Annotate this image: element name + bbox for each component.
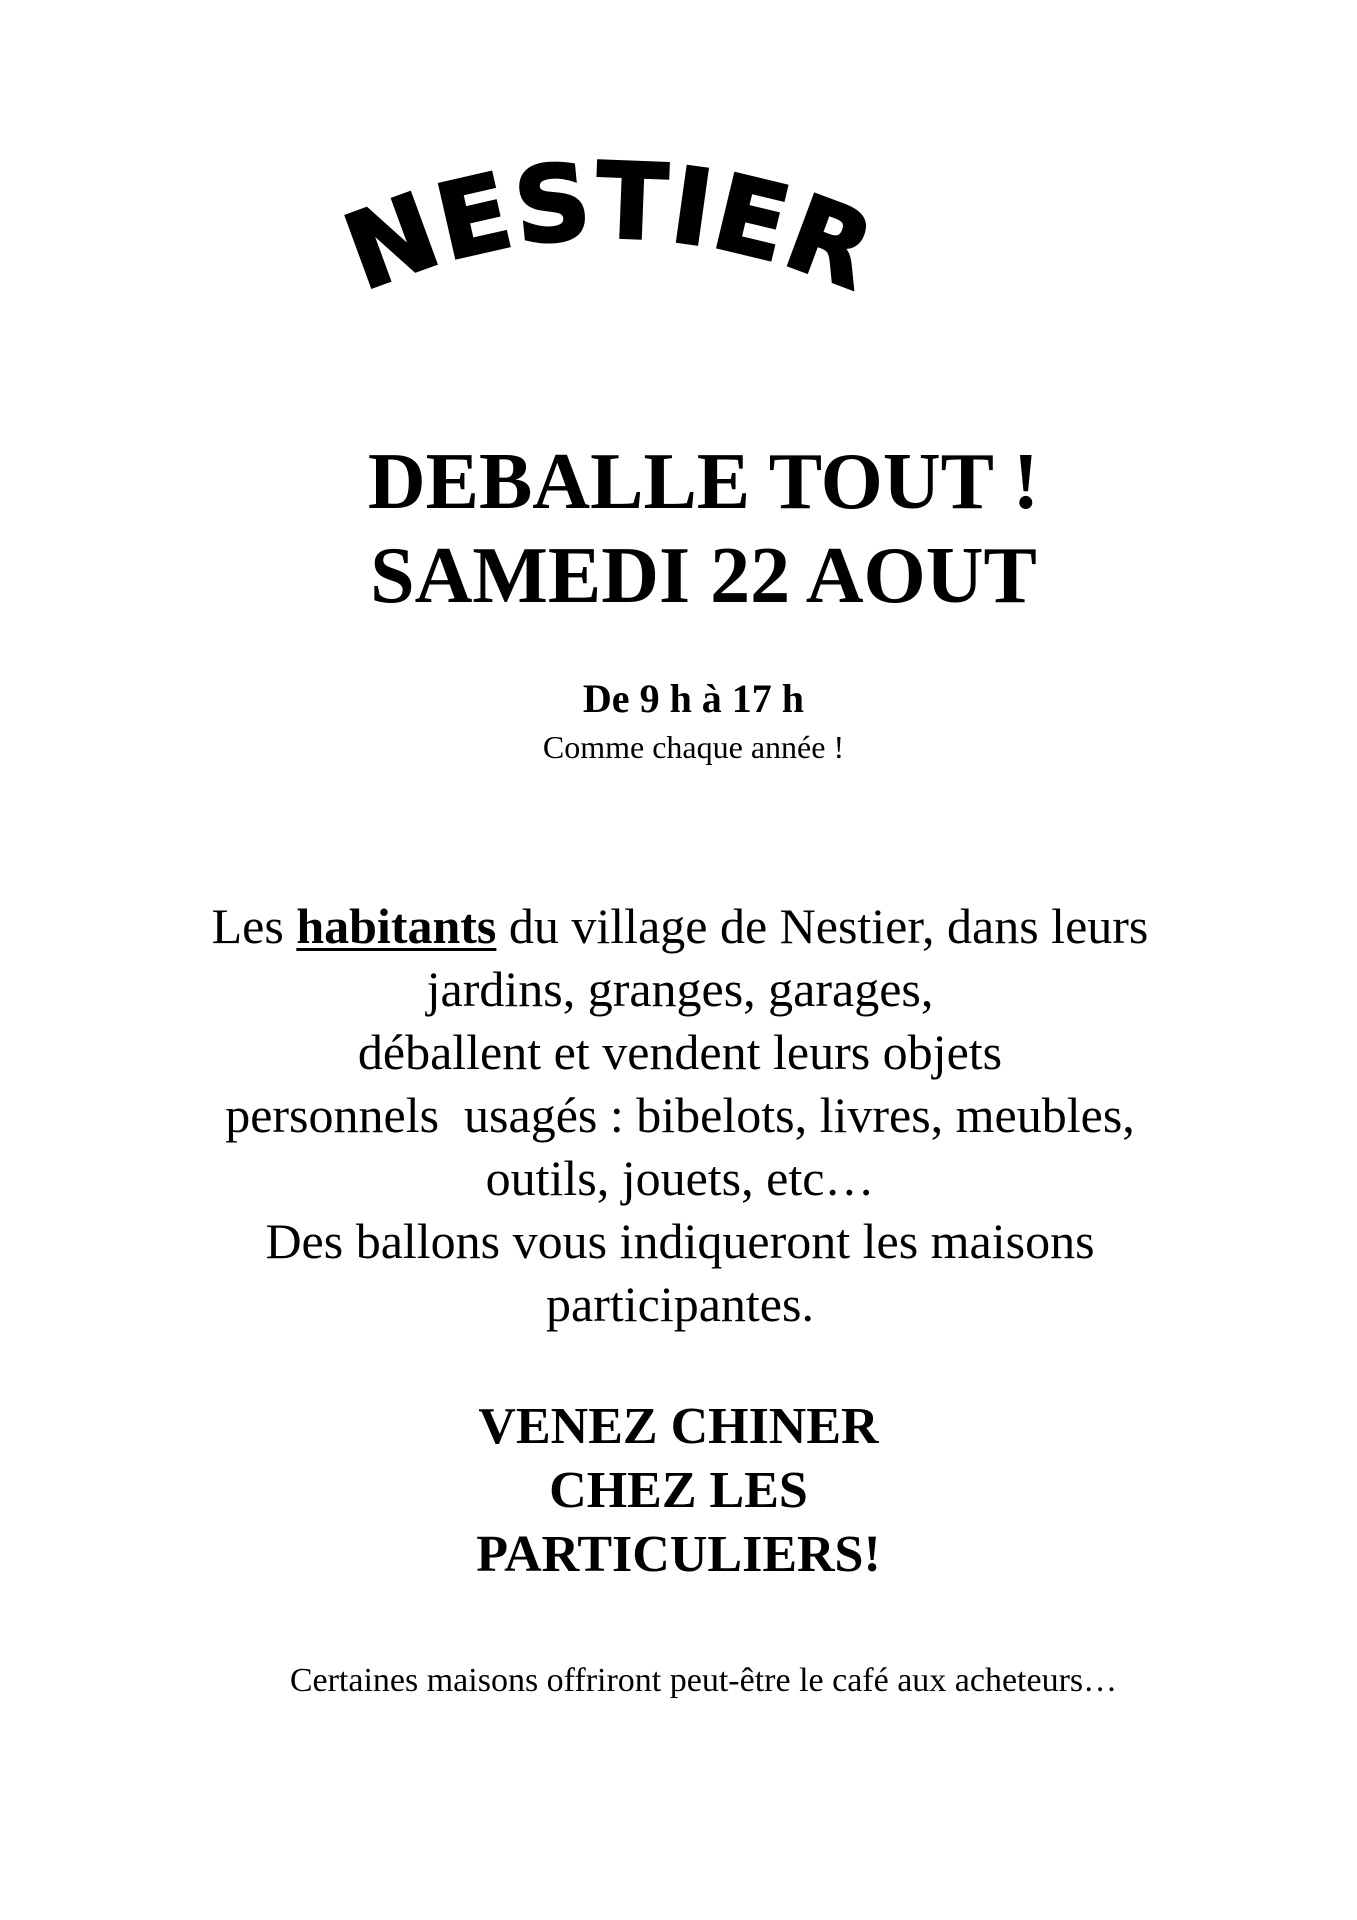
- description-line-5: outils, jouets, etc…: [485, 1150, 875, 1206]
- tagline: Comme chaque année !: [542, 729, 845, 765]
- description-emphasis: habitants: [296, 898, 497, 954]
- footnote: Certaines maisons offriront peut-être le café aux acheteurs…: [289, 1662, 1118, 1699]
- call-to-action: [0, 1395, 1357, 1587]
- description-line-1-suffix: du village de Nestier, dans leurs: [496, 898, 1149, 954]
- description-line-1: [120, 895, 1240, 958]
- opening-hours: De 9 h à 17 h: [582, 676, 805, 721]
- village-title-arch: [250, 150, 970, 350]
- description-line-6: Des ballons vous indiqueront les maisons: [265, 1213, 1095, 1269]
- call-line-3: PARTICULIERS!: [476, 1526, 881, 1583]
- description-line-1-prefix: Les: [211, 898, 297, 954]
- headline-date: SAMEDI 22 AOUT: [370, 532, 1037, 620]
- description-line-3: déballent et vendent leurs objets: [357, 1024, 1003, 1080]
- description-paragraph: [120, 895, 1240, 1336]
- description-line-2: jardins, granges, garages,: [426, 961, 934, 1017]
- village-title: NESTIER: [329, 150, 891, 315]
- headline-title: DEBALLE TOUT !: [367, 438, 1040, 526]
- description-line-4: personnels usagés : bibelots, livres, meubles,: [225, 1087, 1135, 1143]
- call-line-2: CHEZ LES: [549, 1462, 808, 1519]
- description-line-7: participantes.: [546, 1276, 814, 1332]
- call-line-1: VENEZ CHINER: [478, 1398, 879, 1455]
